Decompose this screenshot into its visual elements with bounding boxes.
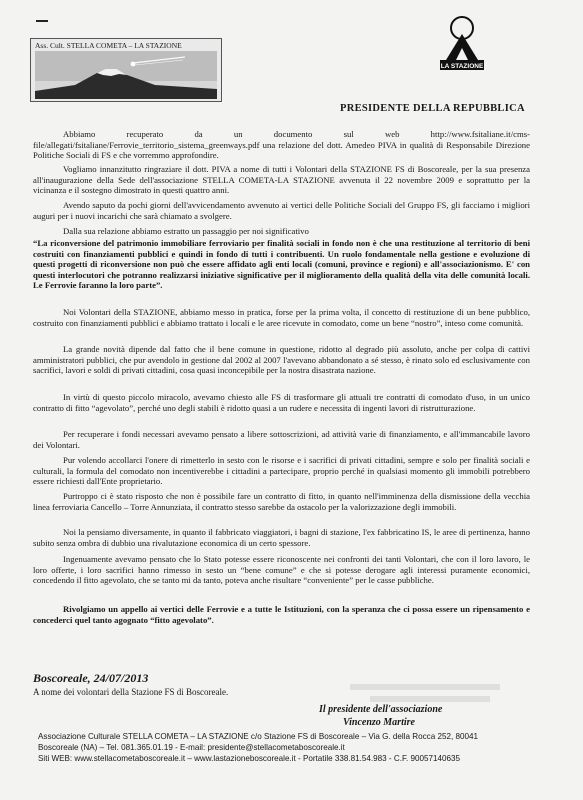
signature-role: Il presidente dell'associazione [319, 704, 443, 715]
la-stazione-logo [438, 16, 486, 72]
footer-line-2: Boscoreale (NA) – Tel. 081.365.01.19 - E-mail: presidente@stellacometaboscoreale.it [38, 743, 345, 752]
recipient-heading: PRESIDENTE DELLA REPUBBLICA [340, 103, 525, 114]
footer-line-3: Siti WEB: www.stellacometaboscoreale.it – www.lastazioneboscoreale.it - Portatile 338.81.54.983 - C.F. 90057140635 [38, 754, 460, 763]
paragraph-7: In virtù di questo piccolo miracolo, avevamo chiesto alle FS di trasformare gli attuali tre contratti di comodato d'uso, in un unico contratto di fitto “agevolato”, perché uno degli stabili è ridotto quasi a un rudere e necessita di ingenti lavori di ristrutturazione. [33, 392, 530, 413]
paragraph-5: Noi Volontari della STAZIONE, abbiamo messo in pratica, forse per la prima volta, il concetto di restituzione di un bene pubblico, costruito con finanziamenti pubblici e abbiamo trattato i locali e le aree ricevute in comodato, come un bene “nostro”, inteso come comunità. [33, 307, 530, 328]
paragraph-1: Abbiamo recuperato da un documento sul web http://www.fsitaliane.it/cms-file/allegati/fsitaliane/Ferrovie_territorio_sistema_greenways.pdf una relazione del dott. Amedeo PIVA in qualità di Responsabile Direzione Politiche Sociali di FS e che vorremmo approfondire. [33, 129, 530, 160]
quote-paragraph: “La riconversione del patrimonio immobiliare ferroviario per finalità sociali in fondo non è che una restituzione al territorio di beni costruiti con finanziamenti pubblici e quindi in fondo di tutti i contribuenti. Un ruolo fondamentale nella gestione e evoluzione di questi progetti di riconversione non può che essere affidato agli enti locali (comuni, province e regioni) e all'associazionismo. E' con questi interlocutori che potranno realizzarsi iniziative significative per il miglioramento della qualità della vita delle comunità locali. Le Ferrovie faranno la loro parte”. [33, 238, 530, 290]
paragraph-4: Dalla sua relazione abbiamo estratto un passaggio per noi significativo [63, 226, 309, 236]
footer-contacts [38, 731, 478, 764]
volcano-comet-icon [35, 51, 217, 99]
footer-line-1: Associazione Culturale STELLA COMETA – LA STAZIONE c/o Stazione FS di Boscoreale – Via G. della Rocca 252, 80041 [38, 732, 478, 741]
paragraph-2: Vogliamo innanzitutto ringraziare il dott. PIVA a nome di tutti i Volontari della STAZIONE FS di Boscoreale, per la sua presenza all'inaugurazione della Sede dell'associazione STELLA COMETA-LA STAZIONE avvenuta il 22 novembre 2009 e soprattutto per la vicinanza e il sostegno dimostrato in questi quattro anni. [33, 164, 530, 195]
paragraph-12: Ingenuamente avevamo pensato che lo Stato potesse essere riconoscente nei confronti dei tanti Volontari, che con il loro lavoro, le loro offerte, i loro sacrifici hanno rimesso in sesto un “bene comune” e che si potesse derogare agli interessi puramente economici, concedendo il fitto agevolato, che se tanto mi da tanto, poteva anche risultare “conveniente” per le casse pubbliche. [33, 554, 530, 585]
dash-mark [36, 20, 48, 22]
appeal-paragraph: Rivolgiamo un appello ai vertici delle Ferrovie e a tutte le Istituzioni, con la speranza che ci possa essere un ripensamento e concederci quel tanto agognato “fitto agevolato”. [33, 604, 530, 625]
association-label: Ass. Cult. STELLA COMETA – LA STAZIONE [35, 41, 182, 50]
paragraph-6: La grande novità dipende dal fatto che il bene comune in questione, ridotto al degrado più assoluto, anche per colpa di cattivi amministratori pubblici, che pur avendolo in gestione dal 2002 al 2007 l'avevano abbandonato a sé stesso, è rinato solo ed esclusivamente con sacrifici, lavori e soldi di privati cittadini, cosa quasi inconcepibile per la nostra disastrata nazione. [33, 344, 530, 375]
paragraph-8: Per recuperare i fondi necessari avevamo pensato a libere sottoscrizioni, ad attività varie di finanziamento, e all'immancabile lavoro dei Volontari. [33, 429, 530, 450]
place-date: Boscoreale, 24/07/2013 [33, 671, 149, 685]
association-logo [30, 38, 222, 102]
on-behalf-line: A nome dei volontari della Stazione FS di Boscoreale. [33, 687, 229, 697]
signature-name: Vincenzo Martire [343, 717, 415, 728]
paragraph-10: Purtroppo ci è stato risposto che non è possibile fare un contratto di fitto, in quanto nell'imminenza della dismissione della vecchia linea ferroviaria Cancello – Torre Annunziata, il contratto stesso sarebbe da ostacolo per la valorizzazione degli immobili. [33, 491, 530, 512]
paragraph-11: Noi la pensiamo diversamente, in quanto il fabbricato viaggiatori, i bagni di stazione, l'ex fabbricatino IS, le aree di pertinenza, hanno subito senza ombra di dubbio una rivalutazione economica di un certo spessore. [33, 527, 530, 548]
la-stazione-logo-text: LA STAZIONE [440, 63, 484, 70]
paragraph-9: Pur volendo accollarci l'onere di rimetterlo in sesto con le risorse e i sacrifici di privati cittadini, sempre e solo per finalità sociali e culturali, la formula del comodato non incentiverebbe i cittadini a partecipare, proprio perché in qualsiasi momento gli immobili potrebbero essere richiesti dall'Ente proprietario. [33, 455, 530, 486]
paragraph-3: Avendo saputo da pochi giorni dell'avvicendamento avvenuto ai vertici delle Politiche Sociali del Gruppo FS, gli facciamo i migliori auguri per i nuovi incarichi che sarà chiamato a svolgere. [33, 200, 530, 221]
